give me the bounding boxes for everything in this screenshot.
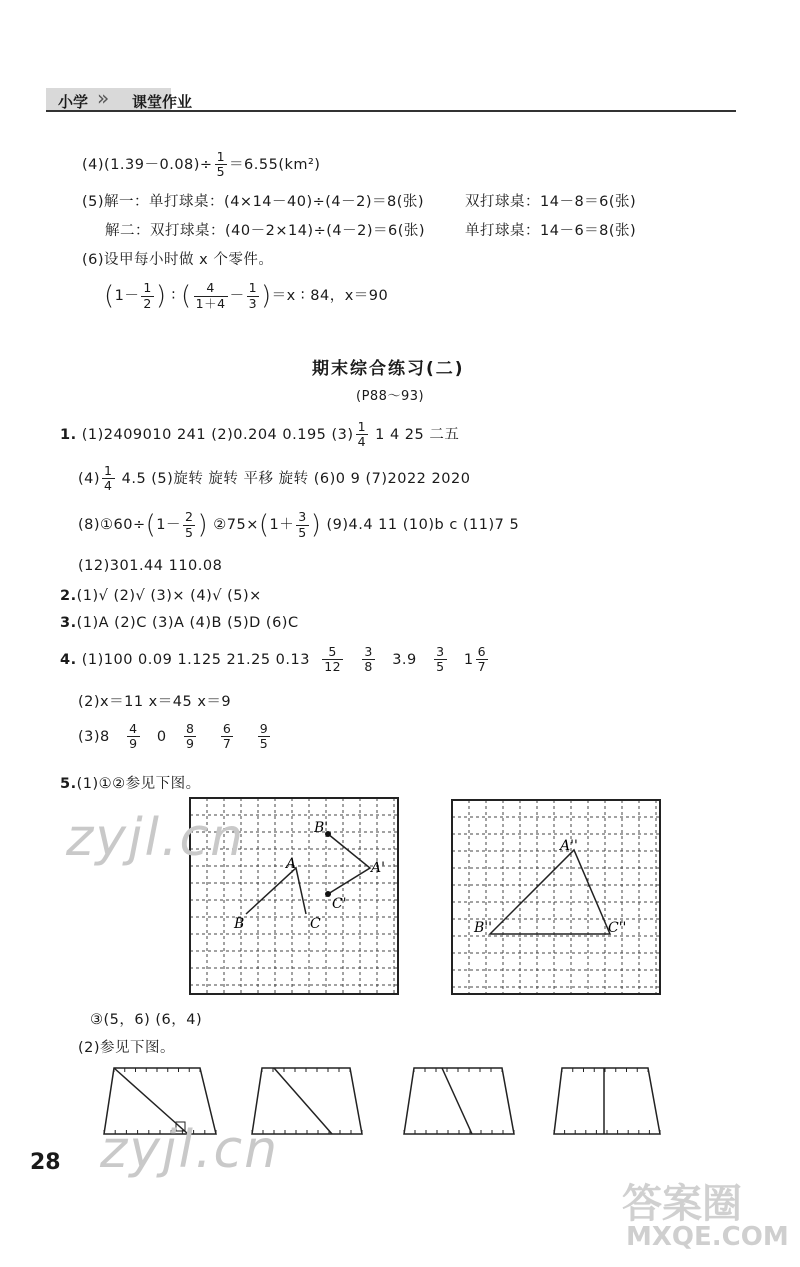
triangle-abc xyxy=(246,868,306,914)
q1-row-1: 1. (1)2409010 241 (2)0.204 0.195 (3) $\frac{1}{4}$ 1 4 25 二五 xyxy=(60,419,460,450)
label-c: C xyxy=(310,916,321,932)
section-title: 期末综合练习(二) xyxy=(312,359,465,379)
q4-row-1: 4. (1)100 0.09 1.125 21.25 0.13 $\frac{5}{12}$ $\frac{3}{8}$ 3.9 $\frac{3}{5}$ 1 $\frac{6}{7}$ xyxy=(60,644,487,675)
q5-row-2: (2)参见下图。 xyxy=(78,1040,176,1056)
q4-row-3: (3)8 $\frac{4}{9}$ 0 $\frac{8}{9}$ $\frac{6}{7}$ $\frac{9}{5}$ xyxy=(78,721,269,752)
header-book: 课堂作业 xyxy=(132,93,193,111)
q5-coords: ③(5，6) (6，4) xyxy=(90,1012,203,1028)
prev-line-5c: 解二：双打球桌：(40－2×14)÷(4－2)＝6(张) xyxy=(105,223,426,239)
section-pages: (P88～93) xyxy=(356,389,425,404)
point-c-prime xyxy=(325,891,331,897)
q4-row-2: (2)x＝11 x＝45 x＝9 xyxy=(78,694,232,710)
q5-row-1: 5.(1)①②参见下图。 xyxy=(60,776,201,792)
label-b-double: B'' xyxy=(474,920,492,936)
page-number: 28 xyxy=(30,1150,61,1175)
grid-figure-2 xyxy=(450,798,662,996)
prev-line-5a: (5)解一：单打球桌：(4×14－40)÷(4－2)＝8(张) xyxy=(82,194,425,210)
label-c-double: C'' xyxy=(608,920,627,936)
label-a-prime: A' xyxy=(371,860,385,876)
watermark-mxqe: MXQE.COM xyxy=(626,1222,789,1252)
prev-equation: (1－ $\frac{1}{2}$ ) ∶ ( $\frac{4}{1+4}$ － $\frac{1}{3}$ )＝x ∶ 84，x＝90 xyxy=(104,280,389,311)
label-b-prime: B' xyxy=(314,820,329,836)
trapezoid-3 xyxy=(404,1068,514,1134)
prev-line-6: (6)设甲每小时做 x 个零件。 xyxy=(82,252,274,268)
chevron-icon: » xyxy=(97,86,110,110)
prev-line-5b: 双打球桌：14－8＝6(张) xyxy=(465,194,637,210)
label-a-double: A'' xyxy=(560,838,578,854)
triangle-abc-rotated xyxy=(328,834,370,894)
q1-row-3: (8)①60÷(1－ $\frac{2}{5}$ ) ②75×(1＋ $\frac{3}{5}$ ) (9)4.4 11 (10)b c (11)7 5 xyxy=(78,509,520,540)
q3-row: 3.(1)A (2)C (3)A (4)B (5)D (6)C xyxy=(60,615,299,631)
prev-line-4: (4)(1.39－0.08)÷ $\frac{1}{5}$ ＝6.55(km²) xyxy=(82,149,321,180)
trapezoid-4 xyxy=(554,1068,660,1134)
prev-line-5d: 单打球桌：14－6＝8(张) xyxy=(465,223,637,239)
q1-row-4: (12)301.44 110.08 xyxy=(78,558,223,574)
q2-row: 2.(1)√ (2)√ (3)× (4)√ (5)× xyxy=(60,588,262,604)
watermark-zyjl-2: zyjl.cn xyxy=(100,1120,280,1180)
label-a: A xyxy=(286,856,297,872)
watermark-daanquan: 答案圈 xyxy=(622,1181,742,1227)
watermark-zyjl-1: zyjl.cn xyxy=(66,808,246,868)
triangle-abc-enlarged xyxy=(490,850,610,934)
label-b: B xyxy=(234,916,245,932)
header-section: 小学 xyxy=(58,93,89,111)
q1-row-2: (4) $\frac{1}{4}$ 4.5 (5)旋转 旋转 平移 旋转 (6)0 9 (7)2022 2020 xyxy=(78,463,471,494)
label-c-prime: C' xyxy=(332,896,347,912)
